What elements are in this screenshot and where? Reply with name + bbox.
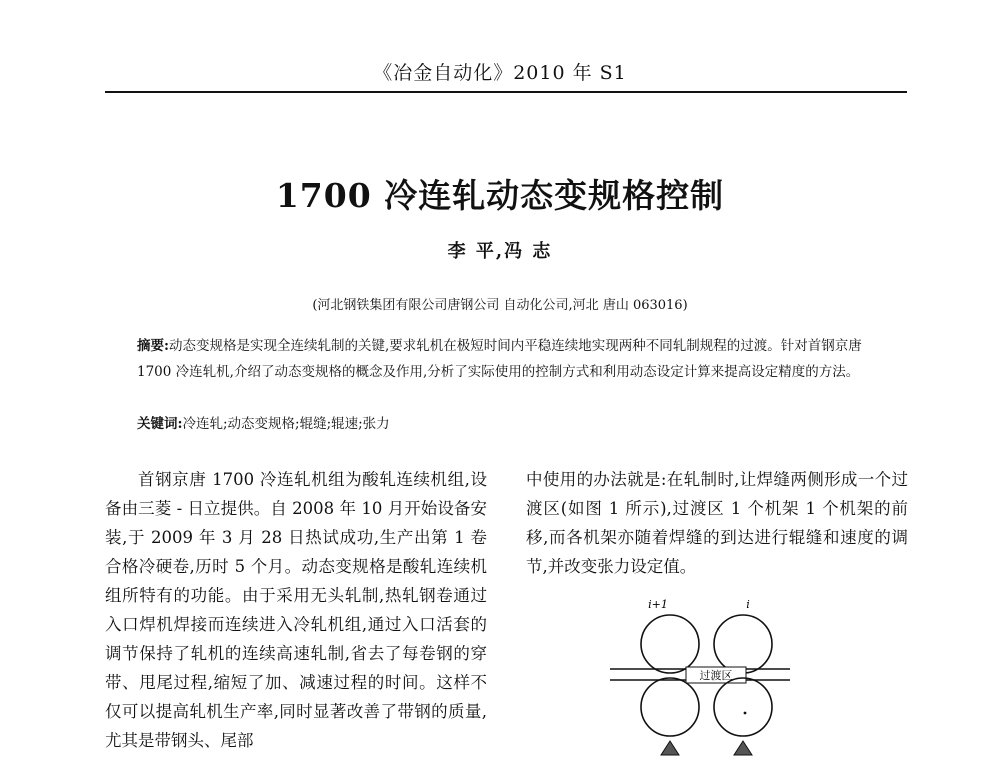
abstract-label: 摘要: — [137, 338, 169, 354]
header-divider — [105, 91, 907, 93]
rolling-stands-diagram — [600, 595, 800, 760]
figure-rolling-stands — [600, 595, 800, 760]
body-right-column: 中使用的办法就是:在轧制时,让焊缝两侧形成一个过渡区(如图 1 所示),过渡区 1 个机架 1 个机架的前移,而各机架亦随着焊缝的到达进行辊缝和速度的调节,并改变张力设定值。 — [526, 470, 908, 576]
abstract — [137, 333, 882, 385]
stand-label-i: i — [746, 598, 750, 611]
paper-authors: 李 平,冯 志 — [447, 241, 553, 262]
keywords-label: 关键词: — [137, 416, 183, 432]
abstract-text: 动态变规格是实现全连续轧制的关键,要求轧机在极短时间内平稳连续地实现两种不同轧制规程的过渡。针对首钢京唐 1700 冷连轧机,介绍了动态变规格的概念及作用,分析了实际使用的控制方式和利用动态设定计算来提高设定精度的方法。 — [137, 338, 862, 380]
keywords — [137, 411, 882, 437]
transition-zone-label: 过渡区 — [699, 669, 733, 682]
body-left-column: 首钢京唐 1700 冷连轧机组为酸轧连续机组,设备由三菱 - 日立提供。自 2008 年 10 月开始设备安装,于 2009 年 3 月 28 日热试成功,生产出第 1 卷合格冷硬卷,历时 5 个月。动态变规格是酸轧连续机组所特有的功能。由于采用无头轧制,热轧钢卷通过入口焊机焊接而连续进入冷轧机组,通过入口活套的调节保持了轧机的连续高速轧制,省去了每卷钢的穿带、甩尾过程,缩短了加、减速过程的时间。这样不仅可以提高轧机生产率,同时显著改善了带钢的质量,尤其是带钢头、尾部 — [105, 470, 487, 750]
journal-header: 《冶金自动化》2010 年 S1 — [373, 62, 627, 84]
support-right — [734, 741, 752, 755]
bottom-roll-right — [714, 678, 772, 736]
stand-label-i-plus-1: i+1 — [648, 598, 668, 611]
paper-title: 1700 冷连轧动态变规格控制 — [275, 176, 725, 215]
paper-affiliation: (河北钢铁集团有限公司唐钢公司 自动化公司,河北 唐山 063016) — [312, 298, 688, 313]
top-roll-right — [714, 615, 772, 673]
bottom-roll-left — [641, 678, 699, 736]
keywords-text: 冷连轧;动态变规格;辊缝;辊速;张力 — [182, 416, 390, 432]
roll-center-dot — [744, 712, 747, 715]
top-roll-left — [641, 615, 699, 673]
support-left — [661, 741, 679, 755]
